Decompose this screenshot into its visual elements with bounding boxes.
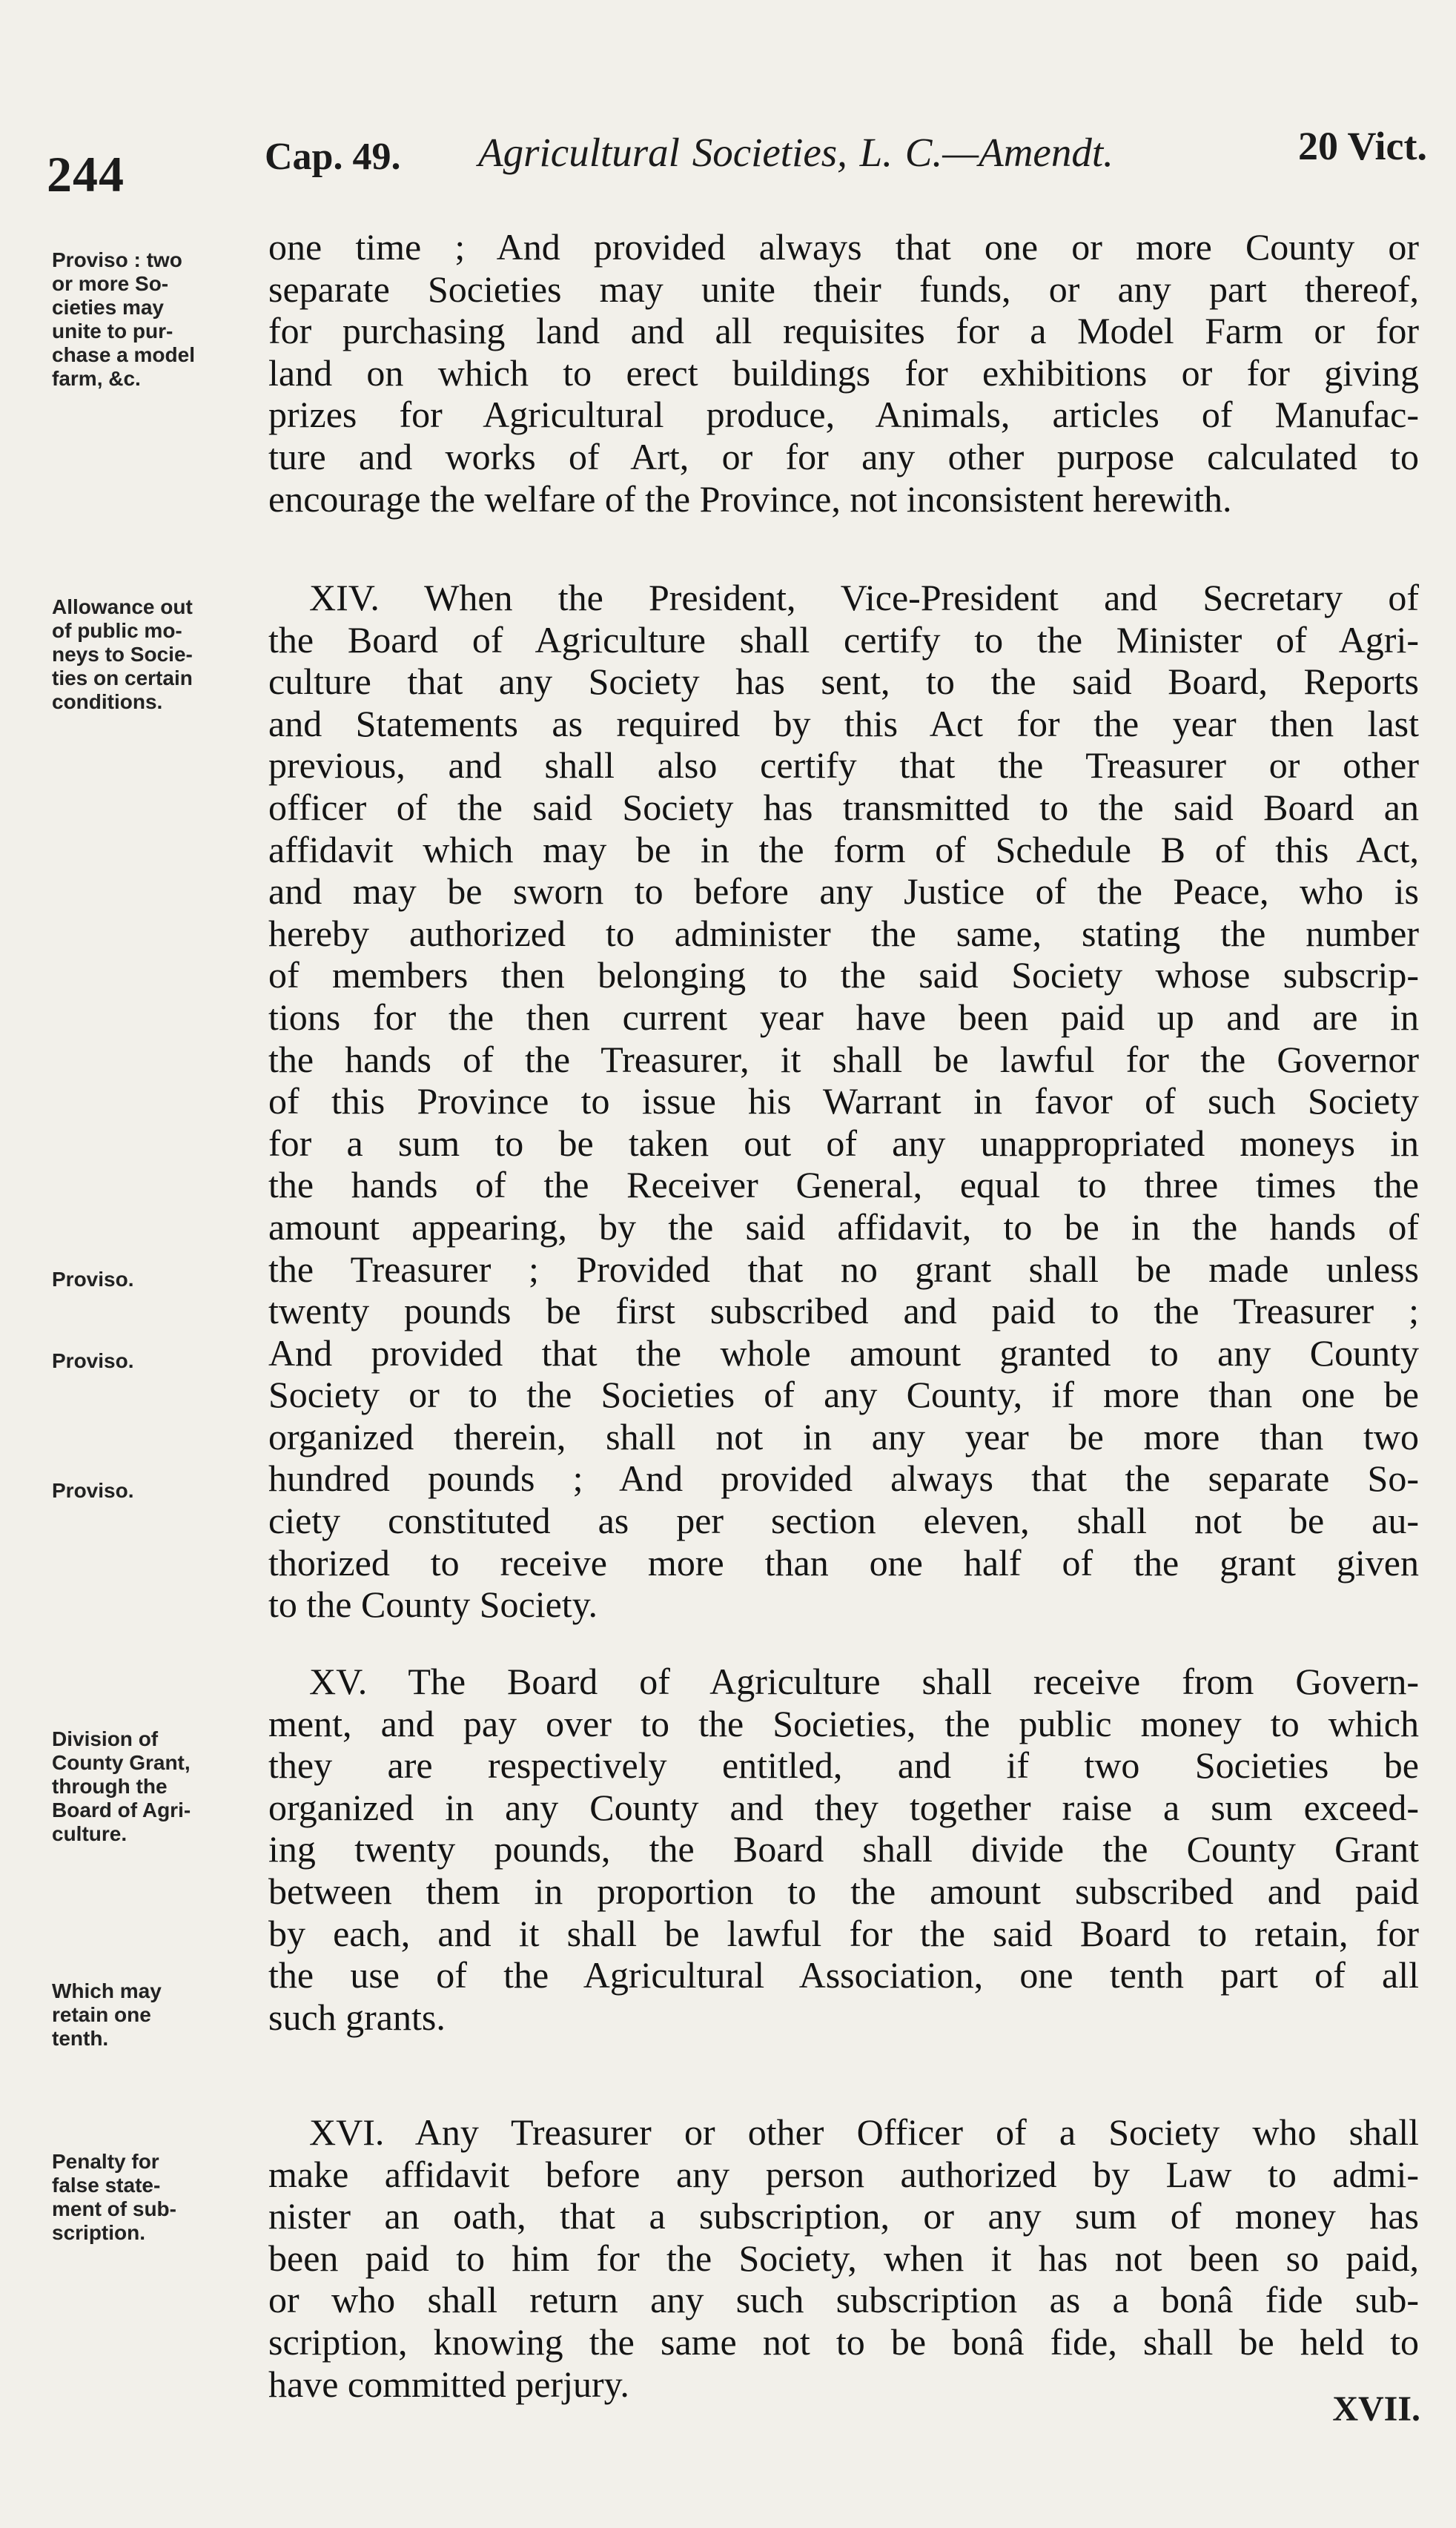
text-line: they are respectively entitled, and if two Societies be (268, 1744, 1419, 1787)
running-head (41, 117, 1427, 202)
text-line: between them in proportion to the amount subscribed and paid (268, 1870, 1419, 1912)
sidenote-line: Allowance out (52, 595, 193, 618)
sidenote-line: cieties may (52, 296, 164, 319)
text-line: separate Societies may unite their funds, or any part thereof, (268, 268, 1419, 310)
sidenote-line: or more So- (52, 272, 169, 295)
page-number: 244 (47, 146, 125, 202)
sidenote-line: Proviso : two (52, 248, 182, 271)
section-xv (268, 1661, 1419, 2038)
regnal-year: 20 Vict. (1298, 124, 1427, 168)
text-line: have committed perjury. (268, 2363, 629, 2405)
text-line: of members then belonging to the said Society whose subscrip- (268, 954, 1419, 996)
text-line: the Board of Agriculture shall certify to the Minister of Agri- (268, 618, 1419, 661)
text-line: ing twenty pounds, the Board shall divide the County Grant (268, 1828, 1419, 1870)
text-line: amount appearing, by the said affidavit, to be in the hands of (268, 1205, 1419, 1248)
sidenote-line: conditions. (52, 690, 163, 713)
sidenote-line: Division of (52, 1727, 159, 1750)
text-line: encourage the welfare of the Province, not inconsistent herewith. (268, 477, 1232, 520)
text-line: prizes for Agricultural produce, Animals, articles of Manufac- (268, 394, 1419, 436)
sidenote-penalty (52, 2150, 252, 2245)
sidenote-line: chase a model (52, 343, 195, 366)
text-line: to the County Society. (268, 1584, 598, 1626)
text-line: ciety constituted as per section eleven, shall not be au- (268, 1500, 1419, 1542)
text-line: for purchasing land and all requisites for a Model Farm or for (268, 310, 1419, 352)
sidenote-line: unite to pur- (52, 320, 173, 343)
text-line: XV. The Board of Agriculture shall receive from Govern- (309, 1661, 1419, 1702)
running-title: Agricultural Societies, L. C.—Amendt. (478, 130, 1113, 175)
text-line: hereby authorized to administer the same, stating the number (268, 912, 1419, 954)
sidenote-line: through the (52, 1775, 168, 1798)
sidenote-line: Board of Agri- (52, 1799, 191, 1821)
text-line: twenty pounds be first subscribed and paid to the Treasurer ; (268, 1290, 1419, 1332)
text-line: the hands of the Treasurer, it shall be lawful for the Governor (268, 1038, 1419, 1080)
text-line: for a sum to be taken out of any unappropriated moneys in (268, 1122, 1419, 1164)
text-line: ture and works of Art, or for any other purpose calculated to (268, 435, 1419, 477)
text-line: make affidavit before any person authorized by Law to admi- (268, 2153, 1419, 2195)
sidenote-line: Proviso. (52, 1479, 134, 1502)
sidenote-line: Proviso. (52, 1349, 134, 1372)
text-line: tions for the then current year have been paid up and are in (268, 996, 1419, 1038)
text-line: XVI. Any Treasurer or other Officer of a Society who shall (309, 2111, 1419, 2153)
text-line: and Statements as required by this Act for the year then last (268, 702, 1419, 744)
paragraph-continuation (268, 226, 1419, 520)
text-line: culture that any Society has sent, to the said Board, Reports (268, 661, 1419, 703)
text-line: XIV. When the President, Vice-President and Secretary of (309, 577, 1419, 618)
sidenote-line: culture. (52, 1822, 128, 1845)
text-line: land on which to erect buildings for exhibitions or for giving (268, 351, 1419, 394)
text-line: of this Province to issue his Warrant in favor of such Society (268, 1080, 1419, 1122)
section-xvi (268, 2111, 1419, 2405)
sidenote-line: Which may (52, 1979, 162, 2002)
sidenote-line: false state- (52, 2174, 161, 2197)
sidenote-line: ment of sub- (52, 2197, 176, 2220)
sidenote-line: County Grant, (52, 1751, 191, 1774)
text-line: by each, and it shall be lawful for the said Board to retain, for (268, 1912, 1419, 1954)
sidenote-allowance (52, 595, 252, 714)
sidenote-line: Penalty for (52, 2150, 159, 2173)
text-line: nister an oath, that a subscription, or any sum of money has (268, 2195, 1419, 2237)
text-line: the hands of the Receiver General, equal to three times the (268, 1164, 1419, 1206)
text-line: hundred pounds ; And provided always that the separate So- (268, 1457, 1419, 1500)
text-line: officer of the said Society has transmitted to the said Board an (268, 786, 1419, 828)
text-line: the use of the Agricultural Association, one tenth part of all (268, 1954, 1419, 1996)
sidenote-line: tenth. (52, 2027, 109, 2050)
sidenote-retain-tenth (52, 1979, 252, 2051)
text-line: affidavit which may be in the form of Schedule B of this Act, (268, 828, 1419, 870)
catchword: XVII. (1332, 2389, 1420, 2429)
text-line: one time ; And provided always that one or more County or (268, 226, 1419, 268)
text-line: such grants. (268, 1996, 446, 2038)
text-line: been paid to him for the Society, when it has not been so paid, (268, 2237, 1419, 2279)
text-line: scription, knowing the same not to be bonâ fide, shall be held to (268, 2320, 1419, 2363)
sidenote-line: neys to Socie- (52, 643, 193, 666)
text-line: organized in any County and they together raise a sum exceed- (268, 1786, 1419, 1828)
text-line: and may be sworn to before any Justice of the Peace, who is (268, 870, 1419, 913)
sidenote-line: Proviso. (52, 1268, 134, 1291)
sidenote-line: of public mo- (52, 619, 182, 642)
sidenote-proviso-model-farm (52, 248, 252, 391)
sidenote-line: scription. (52, 2221, 146, 2244)
sidenote-division-grant (52, 1727, 252, 1846)
sidenote-line: farm, &c. (52, 367, 141, 390)
section-xiv (268, 577, 1419, 1626)
sidenote-proviso-2 (52, 1349, 252, 1373)
text-line: previous, and shall also certify that the Treasurer or other (268, 744, 1419, 787)
chapter-number: Cap. 49. (265, 136, 401, 178)
text-line: thorized to receive more than one half of the grant given (268, 1541, 1419, 1584)
text-line: Society or to the Societies of any County, if more than one be (268, 1374, 1419, 1416)
sidenote-proviso-1 (52, 1268, 252, 1291)
text-line: And provided that the whole amount granted to any County (268, 1331, 1419, 1374)
sidenote-line: retain one (52, 2003, 151, 2026)
text-line: ment, and pay over to the Societies, the public money to which (268, 1702, 1419, 1744)
text-line: the Treasurer ; Provided that no grant shall be made unless (268, 1248, 1419, 1290)
text-line: organized therein, shall not in any year be more than two (268, 1415, 1419, 1457)
sidenote-proviso-3 (52, 1479, 252, 1503)
text-line: or who shall return any such subscription as a bonâ fide sub- (268, 2279, 1419, 2321)
sidenote-line: ties on certain (52, 666, 193, 689)
